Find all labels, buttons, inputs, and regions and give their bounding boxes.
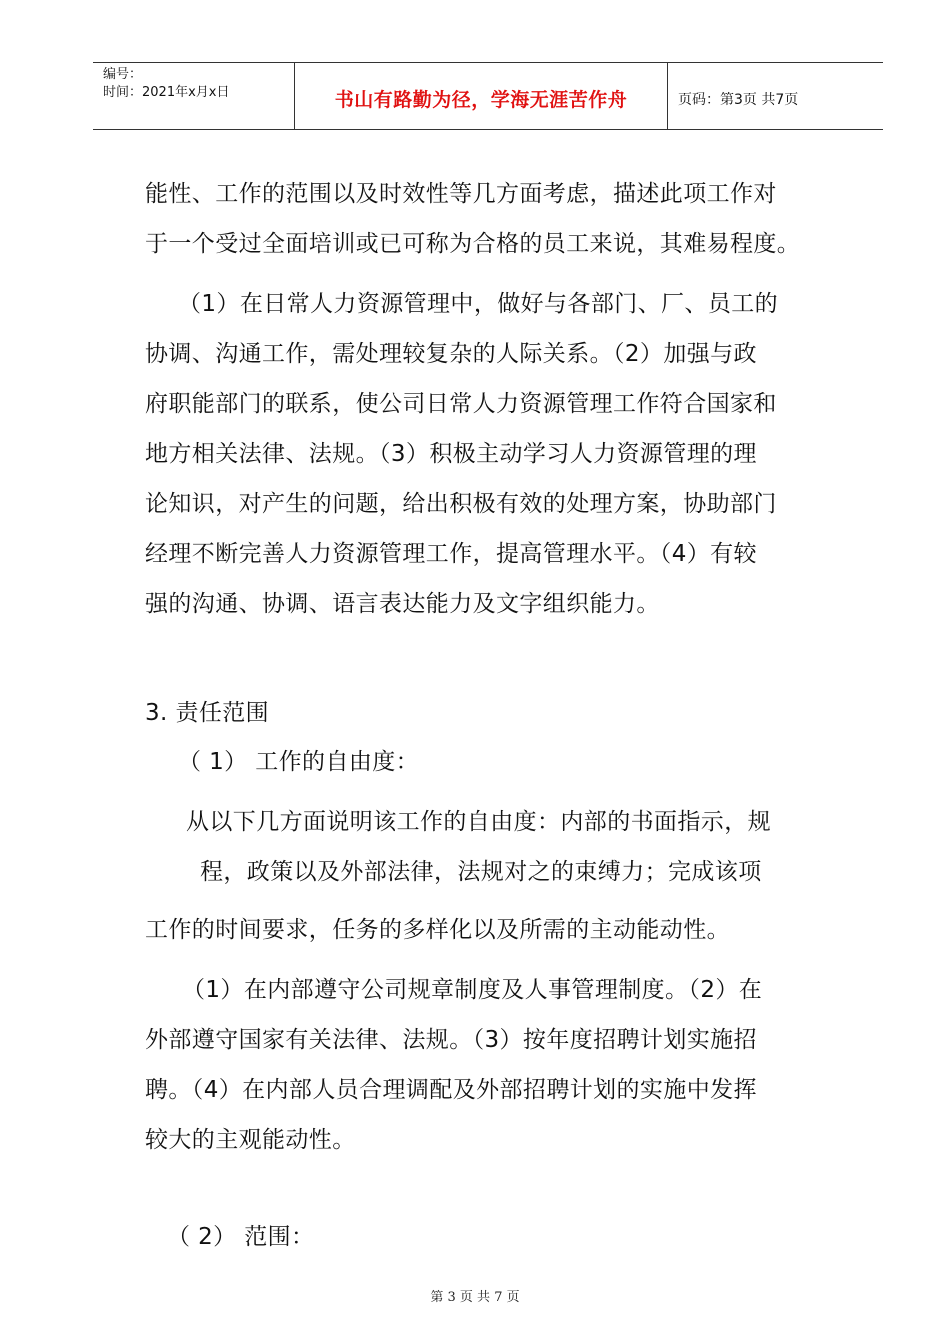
document-time-label: 时间：2021年x月x日 [103,85,230,100]
body-line: 强的沟通、协调、语言表达能力及文字组织能力。 [145,591,660,617]
body-line: （1）在内部遵守公司规章制度及人事管理制度。（2）在 [182,977,763,1003]
header-meta-cell [93,63,295,129]
body-line: （1）在日常人力资源管理中，做好与各部门、厂、员工的 [178,291,779,317]
subsection-heading: （ 1） 工作的自由度： [178,749,420,775]
header-page-info: 页码：第3页 共7页 [678,92,799,108]
body-line: 外部遵守国家有关法律、法规。（3）按年度招聘计划实施招 [145,1027,757,1053]
page-footer: 第 3 页 共 7 页 [430,1290,520,1305]
body-line: 较大的主观能动性。 [145,1127,356,1153]
body-line: 工作的时间要求，任务的多样化以及所需的主动能动性。 [145,917,730,943]
body-line: 程，政策以及外部法律，法规对之的束缚力；完成该项 [200,859,762,885]
document-header [93,62,883,130]
body-line: 能性、工作的范围以及时效性等几方面考虑，描述此项工作对 [145,181,777,207]
header-motto: 书山有路勤为径，学海无涯苦作舟 [334,89,628,111]
body-line: 于一个受过全面培训或已可称为合格的员工来说，其难易程度。 [145,231,801,257]
section-heading: 3. 责任范围 [145,700,270,726]
subsection-heading: （ 2） 范围： [167,1224,315,1250]
body-line: 聘。（4）在内部人员合理调配及外部招聘计划的实施中发挥 [145,1077,757,1103]
header-page-cell [668,63,883,129]
document-number-label: 编号： [103,67,143,82]
body-line: 从以下几方面说明该工作的自由度：内部的书面指示，规 [186,809,771,835]
body-line: 府职能部门的联系，使公司日常人力资源管理工作符合国家和 [145,391,777,417]
body-line: 经理不断完善人力资源管理工作，提高管理水平。（4）有较 [145,541,757,567]
body-line: 论知识，对产生的问题，给出积极有效的处理方案，协助部门 [145,491,777,517]
body-line: 地方相关法律、法规。（3）积极主动学习人力资源管理的理 [145,441,757,467]
header-motto-cell [295,63,668,129]
body-line: 协调、沟通工作，需处理较复杂的人际关系。（2）加强与政 [145,341,757,367]
